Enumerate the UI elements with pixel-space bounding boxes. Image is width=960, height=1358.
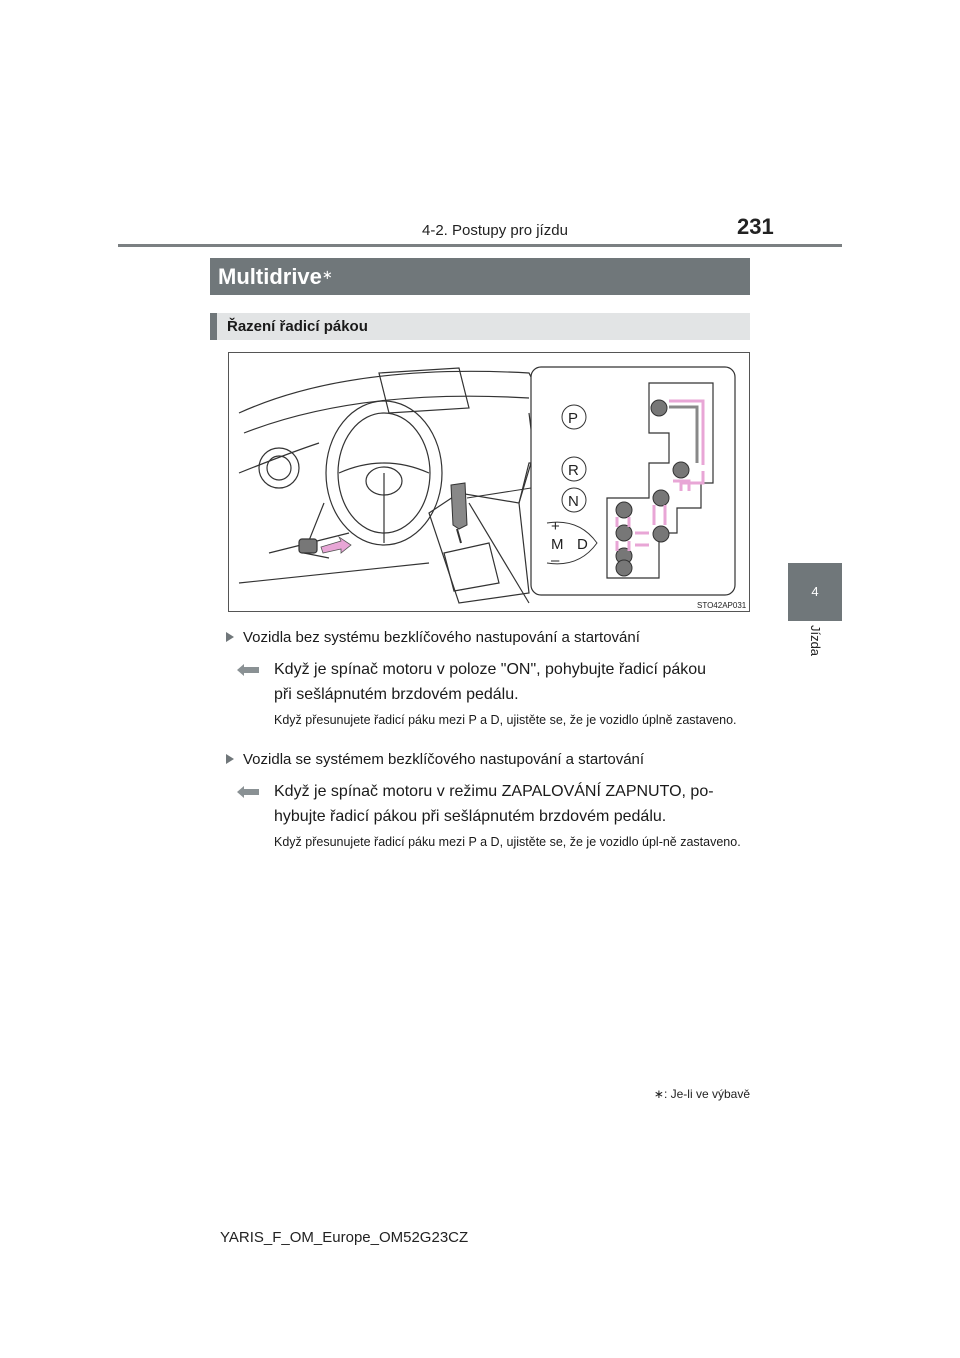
note-1: Když přesunujete řadicí páku mezi P a D, ujistěte se, že je vozidlo úplně zastaveno.: [274, 713, 737, 727]
gate-label-d: D: [577, 536, 588, 553]
instruction-1-line2: při sešlápnutém brzdovém pedálu.: [274, 686, 519, 703]
gate-label-plus: +: [551, 518, 560, 535]
bullet-triangle-icon: [226, 632, 234, 642]
page-number: 231: [737, 214, 774, 239]
instruction-2-line1: Když je spínač motoru v režimu ZAPALOVÁNÍ ZAPNUTO, po-: [274, 783, 714, 800]
shift-lever-illustration: [228, 352, 750, 612]
title-text: Multidrive: [218, 264, 322, 289]
dashboard-drawing: [239, 368, 549, 603]
gate-label-n: N: [568, 493, 579, 510]
gate-label-p: P: [568, 410, 579, 427]
instruction-1-line1: Když je spínač motoru v poloze "ON", pohybujte řadicí pákou: [274, 661, 707, 678]
header-divider: [118, 244, 842, 247]
gate-label-minus: –: [551, 552, 560, 569]
pointing-hand-icon: [237, 663, 259, 677]
bullet-triangle-icon: [226, 754, 234, 764]
page-title: [210, 258, 750, 295]
chapter-label: Jízda: [808, 624, 824, 656]
chapter-tab: 4: [788, 563, 842, 621]
title-marker: ∗: [321, 267, 333, 282]
figure-code: STO42AP031: [697, 601, 747, 610]
section-heading-2: Vozidla se systémem bezklíčového nastupování a startování: [226, 751, 644, 768]
illustration-svg: [229, 353, 749, 611]
pointing-hand-icon: [237, 785, 259, 799]
subsection-heading: Řazení řadicí pákou: [210, 313, 750, 340]
gate-label-m: M: [551, 536, 564, 553]
instruction-2-line2: hybujte řadicí pákou při sešlápnutém brzdovém pedálu.: [274, 808, 667, 825]
footnote: ∗: Je-li ve výbavě: [653, 1087, 750, 1101]
note-2: Když přesunujete řadicí páku mezi P a D, ujistěte se, že je vozidlo úpl-ně zastaveno.: [274, 835, 741, 849]
gate-label-r: R: [568, 462, 579, 479]
document-code: YARIS_F_OM_Europe_OM52G23CZ: [220, 1229, 469, 1246]
section-header: 4-2. Postupy pro jízdu: [422, 222, 568, 239]
shift-knob: [451, 483, 467, 543]
section-heading-1: Vozidla bez systému bezklíčového nastupování a startování: [226, 629, 640, 646]
